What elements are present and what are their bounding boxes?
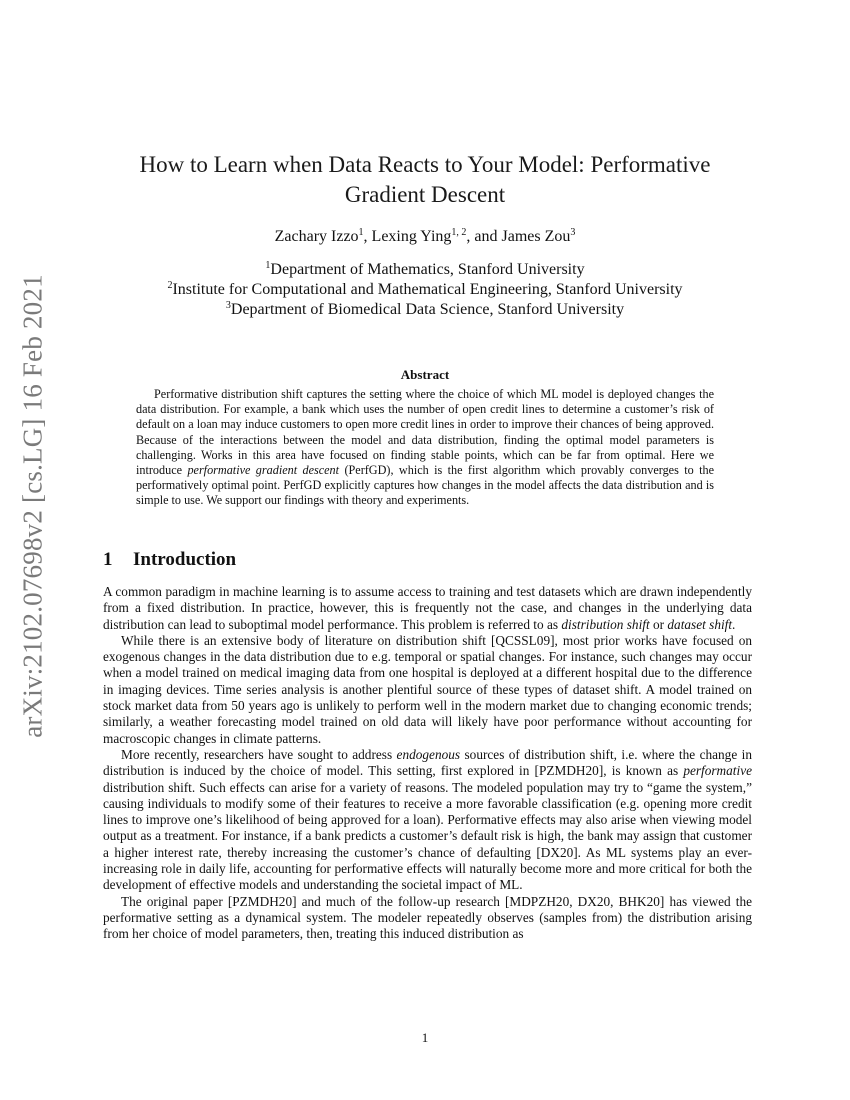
- affiliation: [110, 280, 740, 300]
- abstract-heading: Abstract: [400, 367, 450, 382]
- affiliation-marker: 3: [225, 300, 231, 311]
- page-number: 1: [421, 1030, 429, 1045]
- author-list: [110, 228, 740, 246]
- text-run: .: [732, 616, 736, 632]
- arxiv-sidebar: [12, 274, 54, 738]
- affiliation: [110, 300, 740, 320]
- author-name: Zachary Izzo: [274, 228, 359, 245]
- section-title: Introduction: [133, 549, 237, 570]
- text-emphasis: endogenous: [396, 746, 461, 762]
- section-heading: [103, 549, 236, 571]
- affiliation-text: Department of Mathematics, Stanford University: [270, 261, 585, 278]
- paragraph: [103, 747, 752, 894]
- text-run: More recently, researchers have sought to address: [121, 746, 397, 762]
- abstract-part: Performative distribution shift captures the setting where the choice of which ML model is deployed changes the data distribution. For example, a bank which uses the number of open credit lines to determine a customer’s risk of default on a loan may induce customers to open more credit lines in order to improve their chances of being approved. Because of the interactions between the model and data distribution, finding the optimal model parameters is challenging. Works in this area have focused on finding stable points, which can be far from optimal. Here we introduce: [136, 387, 714, 478]
- paragraph: While there is an extensive body of literature on distribution shift [QCSSL09], most prior works have focused on exogenous changes in the data distribution due to e.g. temporal or spatial changes. For instance, such changes may occur when a model trained on medical imaging data from one hospital is deployed at a different hospital due to the difference in imaging devices. Time series analysis is another plentiful source of these types of dataset shift. A model trained on stock market data from 50 years ago is unlikely to perform well in the modern market due to changing economic trends; similarly, a weather forecasting model trained on old data will likely have poor performance without accounting for macroscopic changes in climate patterns.: [103, 632, 752, 746]
- text-emphasis: performative: [683, 763, 752, 779]
- author-separator: , and: [466, 228, 502, 245]
- text-run: distribution shift. Such effects can arise for a variety of reasons. The modeled population may try to “game the system,” causing individuals to modify some of their features to receive a more favorable classification (e.g. opening more credit lines to improve one’s likelihood of being approved for a loan). Performative effects may also arise when viewing model output as a treatment. For instance, if a bank predicts a customer’s default risk is high, the bank may assign that customer a higher interest rate, thereby increasing the customer’s chance of defaulting [DX20]. As ML systems play an ever-increasing role in daily life, accounting for performative effects will naturally become more and more critical for both the development of effective models and understanding the societal impact of ML.: [103, 779, 752, 893]
- text-run: sources of distribution shift, i.e. where the change in distribution is induced by the choice of model. This setting, first explored in [PZMDH20], is known as: [103, 746, 752, 779]
- paragraph: [103, 584, 752, 633]
- text-emphasis: distribution shift: [561, 616, 650, 632]
- author-name: Lexing Ying: [371, 228, 452, 245]
- text-emphasis: dataset shift: [667, 616, 733, 632]
- section-body: [103, 584, 752, 943]
- affiliation-marker: 1: [265, 260, 271, 271]
- arxiv-identifier[interactable]: arXiv:2102.07698v2 [cs.LG] 16 Feb 2021: [17, 274, 48, 738]
- section-number: 1: [103, 549, 113, 570]
- affiliation-list: [110, 260, 740, 320]
- author-affiliation-marker: 1: [358, 227, 364, 238]
- abstract-emphasis: performative gradient descent: [187, 463, 340, 478]
- affiliation-text: Department of Biomedical Data Science, Stanford University: [230, 301, 625, 318]
- author-name: James Zou: [501, 228, 571, 245]
- text-run: or: [649, 616, 668, 632]
- affiliation-text: Institute for Computational and Mathematical Engineering, Stanford University: [172, 281, 683, 298]
- text-run: A common paradigm in machine learning is to assume access to training and test datasets which are drawn independently from a fixed distribution. In practice, however, this is frequently not the case, and changes in the underlying data distribution can lead to suboptimal model performance. This problem is referred to as: [103, 584, 752, 632]
- affiliation: [110, 260, 740, 280]
- author-affiliation-marker: 1, 2: [451, 227, 467, 238]
- paragraph: The original paper [PZMDH20] and much of the follow-up research [MDPZH20, DX20, BHK20] has viewed the performative setting as a dynamical system. The modeler repeatedly observes (samples from) the distribution arising from her choice of model parameters, then, treating this induced distribution as: [103, 893, 752, 942]
- author-affiliation-marker: 3: [570, 227, 576, 238]
- affiliation-marker: 2: [167, 280, 173, 291]
- abstract-part: (PerfGD), which is the first algorithm which provably converges to the performatively optimal point. PerfGD explicitly captures how changes in the model affects the data distribution and is simple to use. We support our findings with theory and experiments.: [136, 463, 714, 508]
- paper-title: How to Learn when Data Reacts to Your Model: Performative Gradient Descent: [139, 152, 711, 207]
- abstract-text: [136, 387, 714, 509]
- author-separator: ,: [363, 228, 372, 245]
